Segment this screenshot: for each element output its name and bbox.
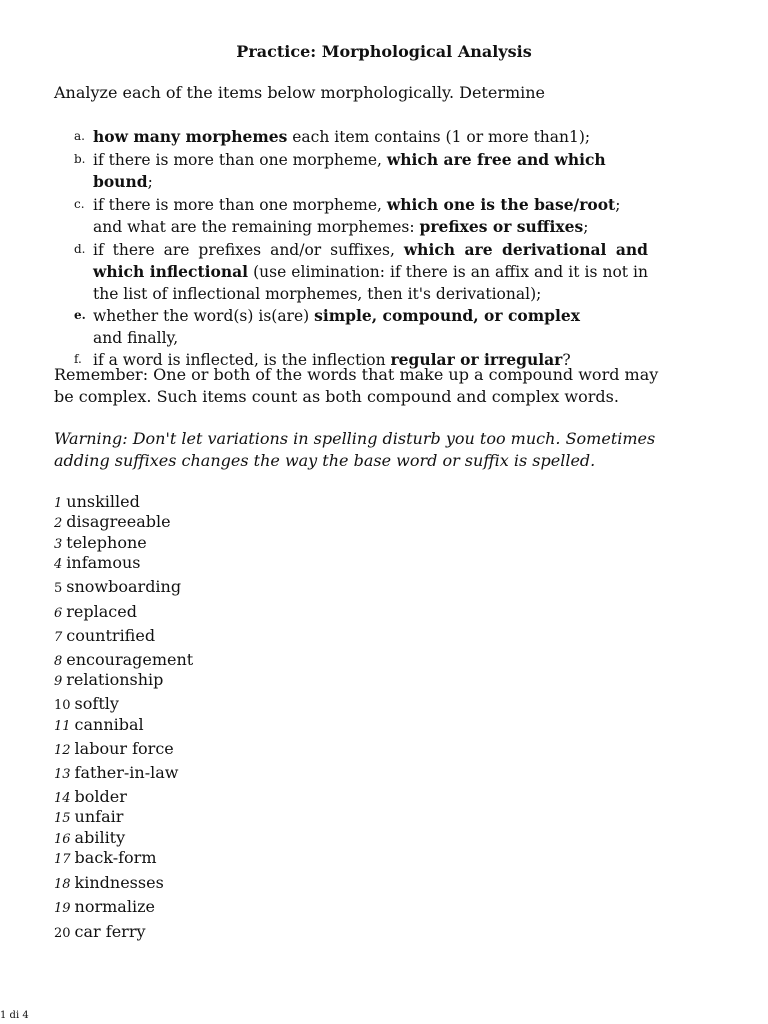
list-item bbox=[54, 739, 174, 758]
item-number: 12 bbox=[54, 743, 71, 758]
item-number: 4 bbox=[54, 557, 63, 572]
item-word: kindnesses bbox=[74, 873, 164, 892]
intro-text: Analyze each of the items below morphologically. Determine bbox=[54, 83, 546, 102]
list-item bbox=[54, 828, 125, 847]
task-emphasis: which are derivational and which inflectional bbox=[93, 239, 648, 281]
task-fragment: if there are prefixes and/or suffixes, bbox=[93, 240, 404, 259]
list-item bbox=[54, 763, 178, 782]
task-text bbox=[93, 216, 648, 239]
task-letter: c. bbox=[74, 196, 85, 211]
task-item bbox=[54, 239, 648, 306]
task-fragment: ? bbox=[562, 351, 571, 369]
task-text bbox=[93, 239, 648, 306]
task-fragment: and what are the remaining morphemes: bbox=[93, 218, 420, 236]
item-number: 3 bbox=[54, 537, 63, 552]
task-emphasis: which are free and which bound bbox=[93, 149, 606, 191]
task-item bbox=[54, 194, 648, 217]
list-item bbox=[54, 577, 181, 596]
item-number: 6 bbox=[54, 606, 63, 621]
item-number: 11 bbox=[54, 719, 71, 734]
task-emphasis: regular or irregular bbox=[390, 350, 563, 369]
item-number: 20 bbox=[54, 926, 71, 941]
item-word: car ferry bbox=[74, 922, 146, 941]
list-item bbox=[54, 715, 144, 734]
task-fragment: (use elimination: if there is an affix and it is not in the list of inflectional morphemes, then it's derivational); bbox=[93, 263, 648, 303]
page-counter: 1 di 4 bbox=[0, 1010, 29, 1021]
task-item bbox=[54, 126, 648, 149]
item-number: 7 bbox=[54, 630, 63, 645]
item-number: 15 bbox=[54, 811, 71, 826]
item-word: infamous bbox=[66, 553, 141, 572]
item-word: bolder bbox=[74, 787, 127, 806]
list-item bbox=[54, 787, 127, 806]
task-letter: b. bbox=[74, 151, 86, 166]
task-item bbox=[54, 149, 648, 194]
item-word: ability bbox=[74, 828, 126, 847]
task-item bbox=[54, 328, 648, 350]
item-word: softly bbox=[74, 694, 119, 713]
list-item bbox=[54, 602, 137, 621]
item-word: encouragement bbox=[66, 650, 194, 669]
task-emphasis: how many morphemes bbox=[93, 127, 288, 146]
list-item bbox=[54, 873, 164, 892]
item-word: unskilled bbox=[66, 492, 140, 511]
list-item bbox=[54, 512, 171, 531]
item-word: labour force bbox=[74, 739, 174, 758]
list-item bbox=[54, 694, 119, 713]
item-number: 9 bbox=[54, 674, 63, 689]
item-word: replaced bbox=[66, 602, 137, 621]
task-item bbox=[54, 305, 648, 328]
task-item bbox=[54, 216, 648, 239]
page-title: Practice: Morphological Analysis bbox=[236, 42, 532, 61]
item-word: father-in-law bbox=[74, 763, 179, 782]
task-fragment: ; bbox=[583, 218, 589, 236]
list-item bbox=[54, 897, 155, 916]
warning-note: Warning: Don't let variations in spelling disturb you too much. Sometimes adding suffixes changes the way the base word or suffix is spelled. bbox=[54, 429, 656, 470]
item-word: relationship bbox=[66, 670, 164, 689]
task-letter: d. bbox=[74, 241, 86, 256]
list-item bbox=[54, 922, 146, 941]
item-number: 17 bbox=[54, 852, 71, 867]
item-number: 16 bbox=[54, 832, 71, 847]
item-word: snowboarding bbox=[66, 577, 182, 596]
item-number: 14 bbox=[54, 791, 71, 806]
item-word: telephone bbox=[66, 533, 147, 552]
task-letter: e. bbox=[74, 308, 86, 322]
item-number: 13 bbox=[54, 767, 71, 782]
task-letter: a. bbox=[74, 129, 85, 143]
task-letter: f. bbox=[74, 352, 82, 366]
remember-note: Remember: One or both of the words that make up a compound word may be complex. Such items count as both compound and complex words. bbox=[54, 365, 659, 406]
task-fragment: and finally, bbox=[93, 328, 179, 347]
task-text bbox=[93, 328, 648, 350]
item-number: 18 bbox=[54, 877, 71, 892]
task-fragment: if there is more than one morpheme, bbox=[93, 195, 387, 214]
list-item bbox=[54, 807, 123, 826]
task-list bbox=[54, 126, 648, 372]
task-text bbox=[93, 149, 648, 194]
task-fragment: each item contains (1 or more than1); bbox=[287, 128, 591, 146]
item-number: 5 bbox=[54, 581, 63, 596]
item-number: 10 bbox=[54, 698, 71, 713]
task-fragment: ; bbox=[615, 195, 621, 214]
task-emphasis: prefixes or suffixes bbox=[419, 217, 584, 236]
list-item bbox=[54, 626, 155, 645]
task-fragment: if there is more than one morpheme, bbox=[93, 150, 387, 169]
task-text bbox=[93, 194, 648, 217]
list-item bbox=[54, 553, 140, 572]
task-text bbox=[93, 126, 648, 149]
item-word: back-form bbox=[74, 848, 157, 867]
task-emphasis: simple, compound, or complex bbox=[314, 306, 580, 325]
task-fragment: if a word is inflected, is the inflection bbox=[93, 351, 391, 369]
item-word: countrified bbox=[66, 626, 156, 645]
item-word: cannibal bbox=[74, 715, 144, 734]
list-item bbox=[54, 492, 140, 511]
list-item bbox=[54, 848, 156, 867]
list-item bbox=[54, 670, 163, 689]
task-fragment: ; bbox=[147, 173, 153, 191]
task-fragment: whether the word(s) is(are) bbox=[93, 307, 315, 325]
list-item bbox=[54, 650, 193, 669]
item-number: 8 bbox=[54, 654, 63, 669]
item-word: disagreeable bbox=[66, 512, 171, 531]
item-word: unfair bbox=[74, 807, 124, 826]
task-text bbox=[93, 305, 648, 328]
item-number: 1 bbox=[54, 496, 63, 511]
item-number: 19 bbox=[54, 901, 71, 916]
item-word: normalize bbox=[74, 897, 155, 916]
task-emphasis: which one is the base/root bbox=[386, 194, 616, 214]
list-item bbox=[54, 533, 147, 552]
item-number: 2 bbox=[54, 516, 63, 531]
